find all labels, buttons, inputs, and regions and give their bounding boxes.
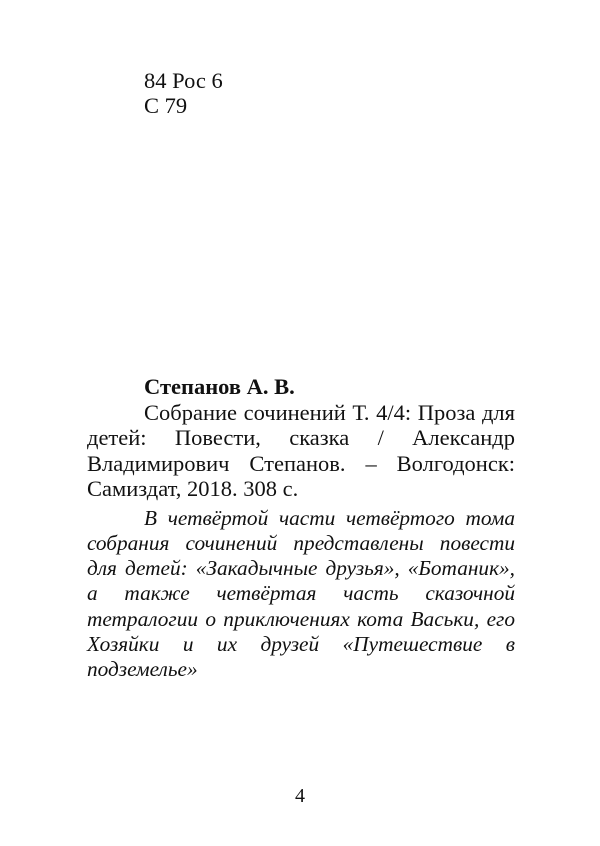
author-heading: Степанов А. В.	[144, 374, 295, 399]
bibliographic-record	[87, 374, 515, 683]
author-sign: С 79	[144, 93, 188, 118]
bbk-code: 84 Рос 6	[144, 68, 223, 93]
annotation: В четвёртой части четвёртого тома собрания сочинений представлены повести для детей: «Закадычные друзья», «Ботаник», а также четвёртая часть сказочной тетралогии о приключениях кота Васьки, его Хозяйки и их друзей «Путешествие в подземелье»	[87, 505, 515, 682]
bibliographic-description: Собрание сочинений Т. 4/4: Проза для детей: Повести, сказка / Александр Владимирович Степанов. – Волгодонск: Самиздат, 2018. 308 с.	[87, 399, 515, 501]
classification-codes	[144, 68, 223, 118]
page-number: 4	[295, 785, 305, 807]
